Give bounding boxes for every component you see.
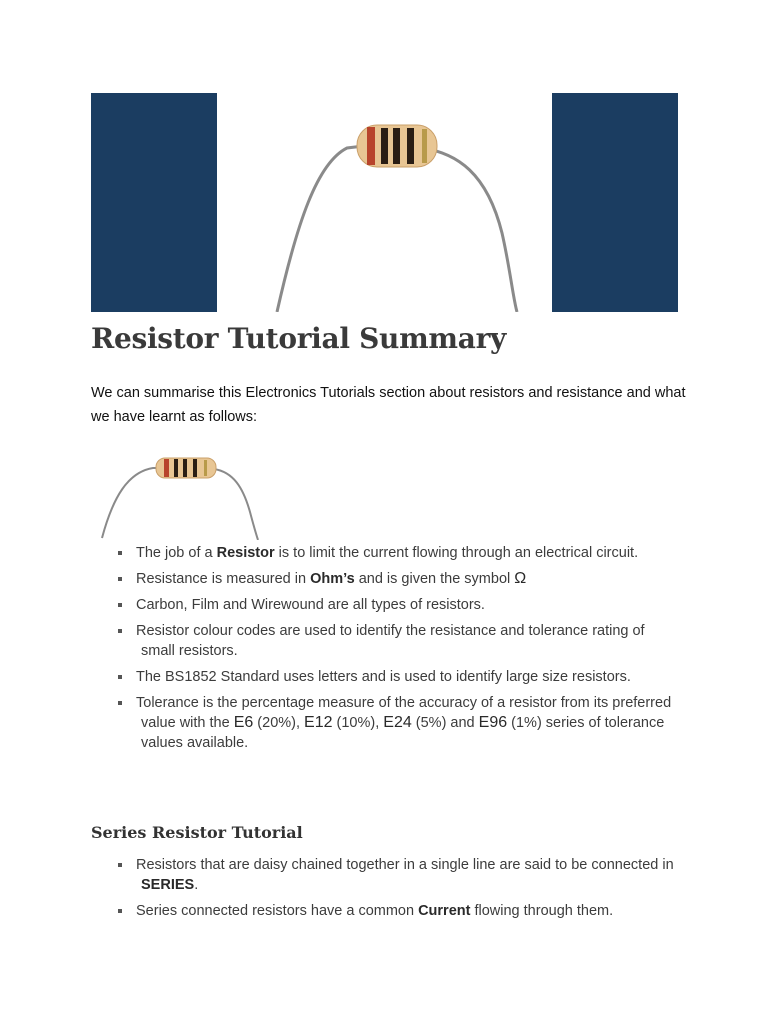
page-title: Resistor Tutorial Summary — [91, 322, 507, 355]
ohm-symbol: Ω — [514, 570, 527, 587]
list-item: The BS1852 Standard uses letters and is used to identify large size resistors. — [118, 667, 678, 687]
list-item: The job of a Resistor is to limit the current flowing through an electrical circuit. — [118, 543, 678, 563]
list-item: Series connected resistors have a common Current flowing through them. — [118, 901, 678, 921]
list-item: Tolerance is the percentage measure of the accuracy of a resistor from its preferred value with the E6 (20%), E12 (10%), E24 (5%) and E96 (1%) series of tolerance values available. — [118, 693, 678, 753]
header-banner — [91, 93, 678, 312]
list-item: Carbon, Film and Wirewound are all types of resistors. — [118, 595, 678, 615]
bullet-icon — [118, 675, 122, 679]
list-item: Resistor colour codes are used to identify the resistance and tolerance rating of small resistors. — [118, 621, 678, 661]
bullet-icon — [118, 551, 122, 555]
list-item: Resistance is measured in Ohm’s and is given the symbol Ω — [118, 569, 678, 589]
bullet-icon — [118, 909, 122, 913]
bullet-icon — [118, 629, 122, 633]
list-item: Resistors that are daisy chained together in a single line are said to be connected in SERIES. — [118, 855, 678, 895]
intro-paragraph: We can summarise this Electronics Tutorials section about resistors and resistance and what we have learnt as follows: — [91, 385, 686, 425]
resistor-small-photo — [98, 452, 268, 540]
bullet-icon — [118, 701, 122, 705]
bullet-icon — [118, 577, 122, 581]
summary-list — [118, 543, 678, 759]
series-list — [118, 855, 678, 927]
series-heading: Series Resistor Tutorial — [91, 823, 303, 842]
bullet-icon — [118, 603, 122, 607]
resistor-photo — [217, 93, 552, 312]
banner-right-panel — [552, 93, 678, 312]
banner-left-panel — [91, 93, 217, 312]
bullet-icon — [118, 863, 122, 867]
